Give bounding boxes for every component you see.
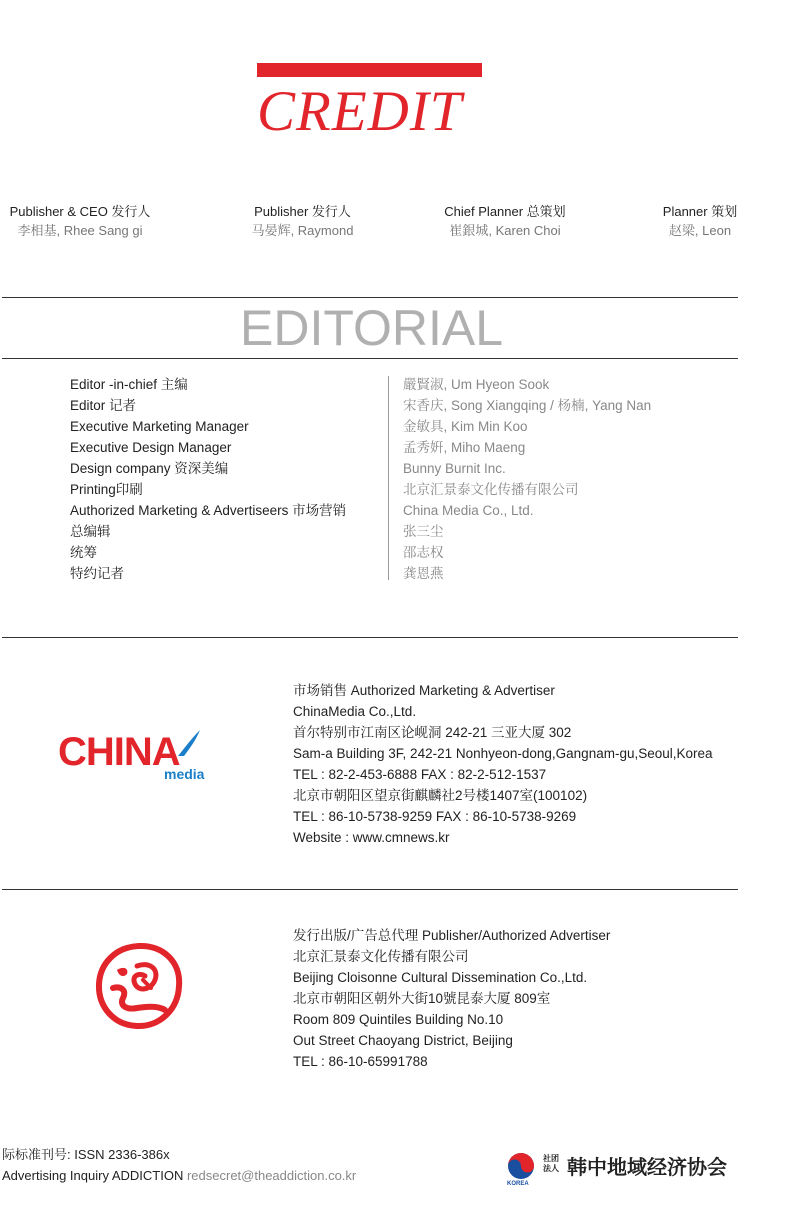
- publisher-name: 崔銀城, Karen Choi: [449, 223, 561, 238]
- china-logo-word: CHINA: [58, 730, 180, 774]
- editorial-role: 特约记者: [70, 566, 124, 581]
- publisher-credit: [0, 202, 160, 240]
- info-line: TEL : 86-10-5738-9259 FAX : 86-10-5738-9269: [293, 809, 577, 824]
- editorial-name: 嚴賢淑, Um Hyeon Sook: [403, 377, 550, 392]
- editorial-role: Design company 资深美编: [70, 461, 229, 476]
- info-line: Room 809 Quintiles Building No.10: [293, 1012, 504, 1027]
- china-media-logo: [58, 732, 213, 787]
- editorial-role: 统筹: [70, 545, 97, 560]
- editorial-name: 金敏具, Kim Min Koo: [403, 419, 528, 434]
- publisher-role: Chief Planner 总策划: [444, 204, 566, 219]
- info-line: Out Street Chaoyang District, Beijing: [293, 1033, 513, 1048]
- editorial-role: Executive Design Manager: [70, 440, 232, 455]
- editorial-role: Executive Marketing Manager: [70, 419, 249, 434]
- taegeuk-icon: [507, 1152, 535, 1180]
- info-line: 北京市朝阳区朝外大街10號昆泰大厦 809室: [293, 991, 551, 1006]
- editorial-name: 孟秀姸, Miho Maeng: [403, 440, 526, 455]
- publisher-role: Publisher & CEO 发行人: [9, 204, 151, 219]
- ad-inquiry-email: redsecret@theaddiction.co.kr: [186, 1168, 357, 1183]
- association-logo: [507, 1152, 742, 1188]
- editorial-role: Authorized Marketing & Advertiseers 市场营销: [70, 503, 347, 518]
- publisher-role: Planner 策划: [662, 204, 738, 219]
- publisher-name: 李相基, Rhee Sang gi: [17, 223, 143, 238]
- ad-inquiry-line: [2, 1165, 356, 1186]
- info-line: Sam-a Building 3F, 242-21 Nonhyeon-dong,Gangnam-gu,Seoul,Korea: [293, 746, 713, 761]
- info-line: Website : www.cmnews.kr: [293, 830, 450, 845]
- divider: [2, 358, 738, 359]
- info-line: TEL : 86-10-65991788: [293, 1054, 428, 1069]
- publisher-name: 马晏辉, Raymond: [251, 223, 354, 238]
- issn-text: 际标准刊号: ISSN 2336-386x: [2, 1147, 170, 1162]
- editorial-name: 宋香庆, Song Xiangqing / 杨楠, Yang Nan: [403, 398, 652, 413]
- editorial-roles-list: [70, 374, 346, 584]
- editorial-name: China Media Co., Ltd.: [403, 503, 534, 518]
- editorial-role: Editor -in-chief 主编: [70, 377, 188, 392]
- column-divider: [388, 376, 389, 580]
- editorial-name: 北京汇景泰文化传播有限公司: [403, 482, 579, 497]
- association-small-bottom: 法人: [543, 1164, 559, 1173]
- editorial-name: Bunny Burnit Inc.: [403, 461, 506, 476]
- swoosh-icon: [176, 728, 202, 758]
- editorial-name: 邵志权: [403, 545, 444, 560]
- editorial-role: Editor 记者: [70, 398, 137, 413]
- publisher-credit: [420, 202, 590, 240]
- info-line: TEL : 82-2-453-6888 FAX : 82-2-512-1537: [293, 767, 547, 782]
- footer-info: [2, 1144, 356, 1186]
- info-line: 北京市朝阳区望京街麒麟社2号楼1407室(100102): [293, 788, 588, 803]
- page-title: CREDIT: [257, 80, 463, 143]
- china-logo-sub: media: [164, 766, 205, 782]
- editorial-names-list: [403, 374, 651, 584]
- editorial-heading: EDITORIAL: [240, 300, 504, 356]
- editorial-role: 总编辑: [70, 524, 111, 539]
- info-line: ChinaMedia Co.,Ltd.: [293, 704, 417, 719]
- info-line: 市场销售 Authorized Marketing & Advertiser: [293, 683, 555, 698]
- association-korea-label: KOREA: [507, 1181, 529, 1187]
- info-line: 发行出版/广告总代理 Publisher/Authorized Advertiser: [293, 928, 611, 943]
- publisher-name: 赵梁, Leon: [668, 223, 732, 238]
- publisher-info: [293, 925, 610, 1072]
- info-line: 首尔特别市江南区论岘洞 242-21 三亚大厦 302: [293, 725, 572, 740]
- association-small-label: [543, 1154, 559, 1174]
- info-line: 北京汇景泰文化传播有限公司: [293, 949, 469, 964]
- china-media-info: [293, 680, 713, 848]
- publisher-role: Publisher 发行人: [254, 204, 351, 219]
- association-small-top: 社团: [543, 1154, 559, 1163]
- association-name: 韩中地域经济协会: [567, 1157, 727, 1179]
- publisher-credit: [630, 202, 770, 240]
- divider: [2, 637, 738, 638]
- editorial-name: 张三尘: [403, 524, 444, 539]
- seal-logo-icon: [93, 940, 185, 1032]
- divider: [2, 889, 738, 890]
- ad-inquiry-label: Advertising Inquiry ADDICTION: [2, 1168, 184, 1183]
- publisher-credit: [225, 202, 380, 240]
- editorial-role: Printing印刷: [70, 482, 143, 497]
- info-line: Beijing Cloisonne Cultural Dissemination Co.,Ltd.: [293, 970, 588, 985]
- credit-accent-bar: [257, 63, 482, 77]
- editorial-name: 龚恩燕: [403, 566, 444, 581]
